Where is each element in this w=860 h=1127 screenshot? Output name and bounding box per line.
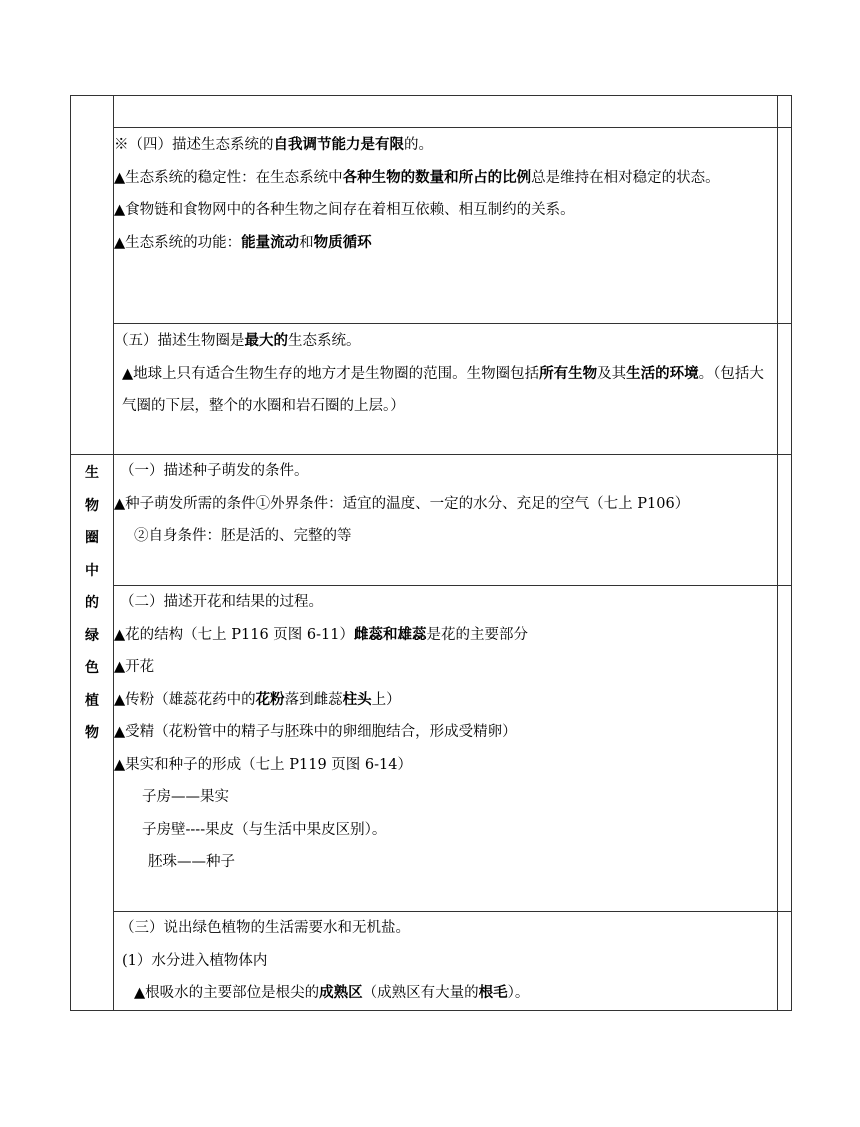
- section-5-title: （五）描述生物圈是最大的生态系统。: [114, 332, 361, 349]
- table-row: [71, 586, 792, 912]
- table-row: [71, 128, 792, 324]
- section-4-point-1: ▲生态系统的稳定性：在生态系统中各种生物的数量和所占的比例总是维持在相对稳定的状态。: [114, 168, 720, 186]
- section-4-cell: [114, 128, 778, 324]
- right-margin-cell: [778, 128, 792, 324]
- table-row: [71, 912, 792, 1011]
- green-2-point-3: ▲传粉（雄蕊花药中的花粉落到雌蕊柱头上）: [114, 690, 401, 708]
- green-2-point-6: 子房——果实: [142, 789, 229, 805]
- right-margin-cell: [778, 324, 792, 455]
- green-2-point-1: ▲花的结构（七上 P116 页图 6-11）雌蕊和雄蕊是花的主要部分: [114, 625, 528, 643]
- section-5-point-1: ▲地球上只有适合生物生存的地方才是生物圈的范围。生物圈包括所有生物及其生活的环境。（包括大气圈的下层，整个的水圈和岩石圈的上层。）: [122, 364, 764, 414]
- green-2-point-7: 子房壁----果皮（与生活中果皮区别）。: [142, 821, 387, 838]
- green-3-title: （三）说出绿色植物的生活需要水和无机盐。: [120, 920, 410, 936]
- green-1-cell: [114, 455, 778, 586]
- green-1-point-2: ②自身条件：胚是活的、完整的等: [134, 528, 352, 544]
- right-margin-cell: [778, 455, 792, 586]
- right-margin-cell: [778, 912, 792, 1011]
- content-table: [70, 95, 792, 1011]
- green-2-point-5: ▲果实和种子的形成（七上 P119 页图 6-14）: [114, 756, 412, 773]
- section-4-point-2: ▲食物链和食物网中的各种生物之间存在着相互依赖、相互制约的关系。: [114, 202, 575, 218]
- green-2-title: （二）描述开花和结果的过程。: [120, 594, 323, 610]
- table-row: [71, 455, 792, 586]
- section-4-point-3: ▲生态系统的功能：能量流动和物质循环: [114, 233, 372, 251]
- section-5-cell: [114, 324, 778, 455]
- table-row: [71, 324, 792, 455]
- green-3-point-1: (1）水分进入植物体内: [122, 952, 268, 969]
- side-label-green-plants: 生 物 圈 中 的 绿 色 植 物: [71, 455, 114, 1011]
- green-3-cell: [114, 912, 778, 1011]
- section-4-title: ※（四）描述生态系统的自我调节能力是有限的。: [114, 136, 433, 153]
- green-2-point-2: ▲开花: [114, 659, 155, 675]
- right-margin-cell: [778, 586, 792, 912]
- green-2-cell: [114, 586, 778, 912]
- table-row: [71, 96, 792, 128]
- right-margin-cell: [778, 96, 792, 128]
- green-1-point-1: ▲种子萌发所需的条件①外界条件：适宜的温度、一定的水分、充足的空气（七上 P106）: [114, 495, 690, 512]
- empty-cell: [114, 96, 778, 128]
- green-3-point-2: ▲根吸水的主要部位是根尖的成熟区（成熟区有大量的根毛）。: [134, 984, 530, 1001]
- green-2-point-4: ▲受精（花粉管中的精子与胚珠中的卵细胞结合，形成受精卵）: [114, 724, 517, 740]
- green-2-point-8: 胚珠——种子: [148, 854, 235, 870]
- left-empty-cell: [71, 96, 114, 455]
- green-1-title: （一）描述种子萌发的条件。: [120, 463, 309, 479]
